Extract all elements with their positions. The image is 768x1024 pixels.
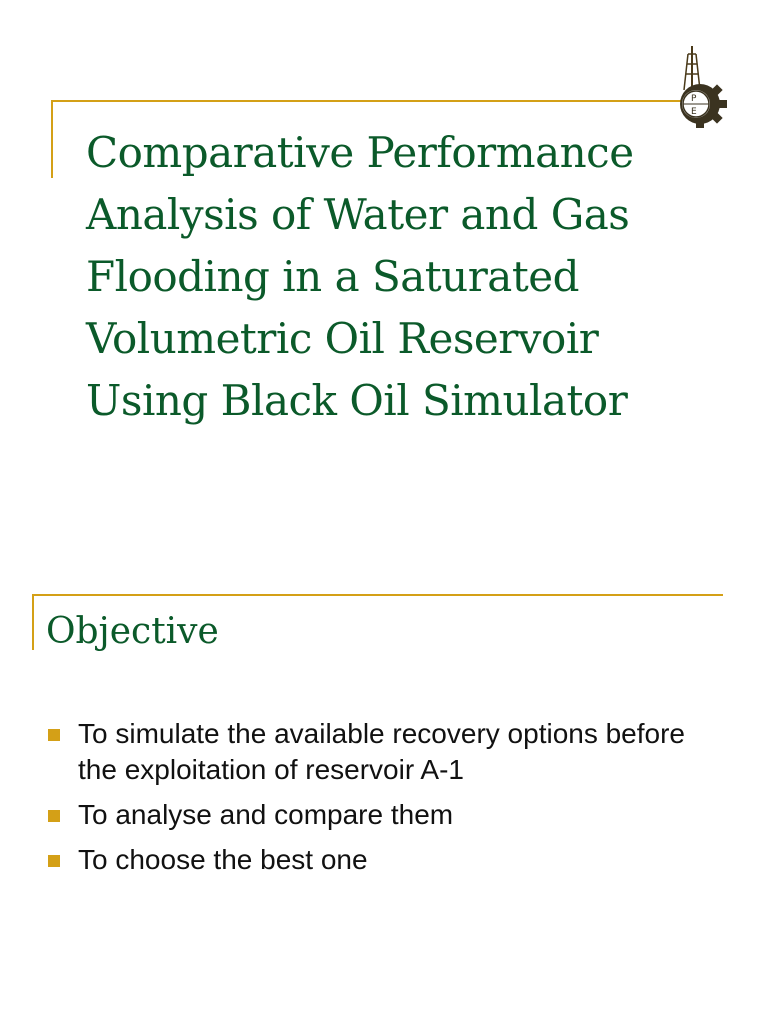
objective-bullet-list: [48, 716, 708, 887]
objective-frame-top-line: [33, 594, 723, 596]
objective-frame-left-line: [32, 594, 34, 650]
logo-letter-e: E: [691, 107, 697, 117]
pe-department-logo-icon: [666, 44, 730, 130]
oil-derrick-icon: [684, 46, 700, 90]
list-item: [48, 842, 708, 878]
title-line: Comparative Performance: [86, 128, 634, 177]
title-line: Analysis of Water and Gas: [86, 190, 630, 239]
slide-title: [86, 122, 706, 432]
list-item: [48, 797, 708, 833]
title-frame-left-line: [51, 100, 53, 178]
gear-icon: [680, 84, 727, 128]
title-line: Flooding in a Saturated: [86, 252, 579, 301]
bullet-text: To analyse and compare them: [78, 799, 454, 830]
square-bullet-icon: [48, 729, 60, 741]
title-line: Using Black Oil Simulator: [86, 376, 628, 425]
bullet-text: To simulate the available recovery options before the exploitation of reservoir A-1: [78, 718, 686, 785]
section-heading: Objective: [46, 611, 219, 652]
square-bullet-icon: [48, 810, 60, 822]
list-item: [48, 716, 708, 788]
bullet-text: To choose the best one: [78, 844, 368, 875]
title-line: Volumetric Oil Reservoir: [86, 314, 599, 363]
title-frame-top-line: [52, 100, 688, 102]
square-bullet-icon: [48, 855, 60, 867]
logo-letter-p: P: [691, 94, 697, 104]
